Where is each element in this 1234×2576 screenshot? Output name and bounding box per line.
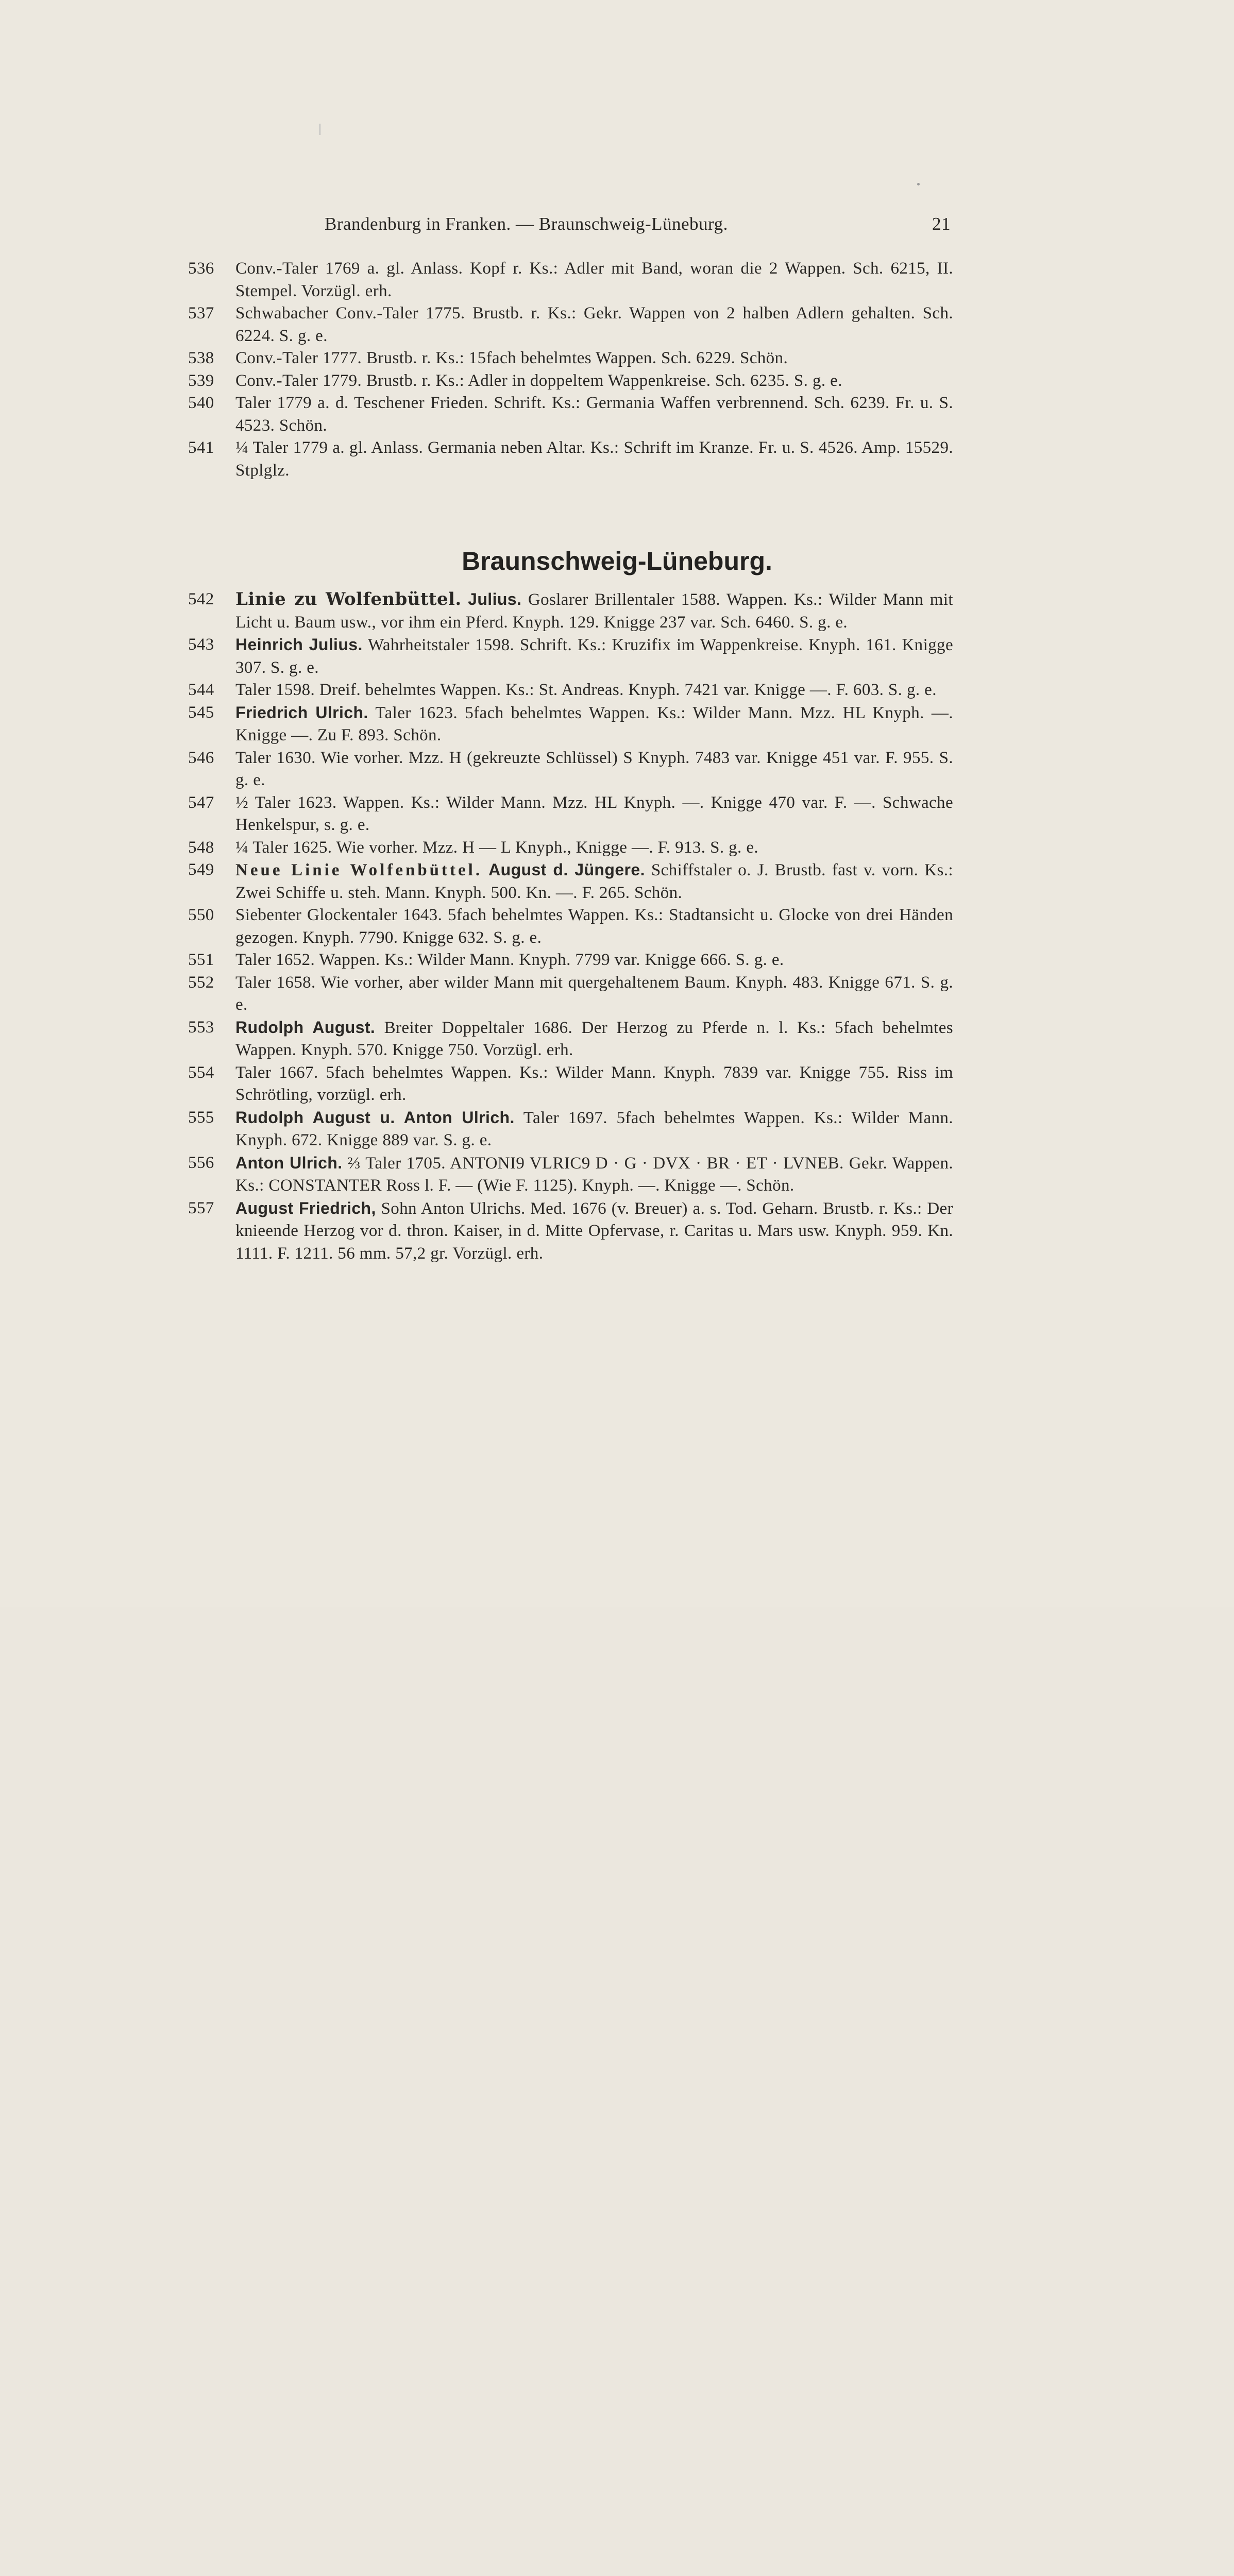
entry-description: Goslarer Brillentaler 1588. Wappen. Ks.: Wilder Mann mit Licht u. Baum usw., vor ihm ein Pferd. Knyph. 129. Knigge 237 var. Sch. 6460. S. g. e. [235, 590, 953, 632]
entry-text [235, 1152, 953, 1197]
entry-ruler-name: Anton Ulrich. [235, 1153, 343, 1172]
entry-description: Conv.-Taler 1769 a. gl. Anlass. Kopf r. Ks.: Adler mit Band, woran die 2 Wappen. Sch. 6215, II. Stempel. Vorzügl. erh. [235, 259, 953, 300]
section-title: Braunschweig-Lüneburg. [462, 547, 772, 575]
entry-description: Taler 1667. 5fach behelmtes Wappen. Ks.: Wilder Mann. Knyph. 7839 var. Knigge 755. Riss im Schrötling, vorzügl. erh. [235, 1063, 953, 1104]
entry-number: 546 [188, 748, 214, 767]
entry-list-top [185, 258, 953, 482]
catalog-entry [185, 588, 953, 634]
catalog-entry [185, 792, 953, 837]
entry-number: 552 [188, 973, 214, 992]
entry-number: 536 [188, 259, 214, 278]
entry-ruler-name: Heinrich Julius. [235, 635, 363, 654]
entry-number: 539 [188, 371, 214, 390]
entry-description: Schwabacher Conv.-Taler 1775. Brustb. r. Ks.: Gekr. Wappen von 2 halben Adlern gehalten. Sch. 6224. S. g. e. [235, 304, 953, 345]
entry-description: Schiffstaler o. J. Brustb. fast v. vorn. Ks.: Zwei Schiffe u. steh. Mann. Knyph. 500. Kn. —. F. 265. Schön. [235, 861, 953, 902]
entry-text [235, 1016, 953, 1062]
entry-text [235, 588, 953, 634]
entry-description: ¼ Taler 1779 a. gl. Anlass. Germania neben Altar. Ks.: Schrift im Kranze. Fr. u. S. 4526. Amp. 15529. Stplglz. [235, 438, 953, 480]
page-number: 21 [932, 214, 951, 234]
entry-number: 545 [188, 703, 214, 722]
entry-description: Taler 1658. Wie vorher, aber wilder Mann mit quergehaltenem Baum. Knyph. 483. Knigge 671. S. g. e. [235, 973, 953, 1014]
entry-number: 553 [188, 1018, 214, 1037]
scan-speck [917, 183, 920, 185]
entry-number: 547 [188, 793, 214, 812]
entry-number: 540 [188, 394, 214, 412]
entry-text [235, 370, 953, 393]
entry-text [235, 679, 953, 702]
entry-number: 551 [188, 951, 214, 969]
catalog-entry [185, 347, 953, 370]
catalog-entry [185, 747, 953, 792]
entry-ruler-name: Rudolph August. [235, 1018, 376, 1037]
entry-number: 544 [188, 681, 214, 699]
entry-number: 550 [188, 906, 214, 924]
entry-line-heading: Neue Linie Wolfenbüttel. [235, 861, 483, 879]
running-head-title: Brandenburg in Franken. — Braunschweig-Lüneburg. [325, 214, 728, 234]
entry-number: 542 [188, 590, 214, 608]
entry-description: Taler 1598. Dreif. behelmtes Wappen. Ks.: St. Andreas. Knyph. 7421 var. Knigge —. F. 603. S. g. e. [235, 681, 937, 699]
catalog-entry [185, 1197, 953, 1265]
entry-number: 548 [188, 838, 214, 857]
entry-text [235, 837, 953, 859]
catalog-entry [185, 258, 953, 302]
catalog-entry [185, 949, 953, 972]
entry-ruler-name: Julius. [468, 590, 522, 608]
entry-number: 556 [188, 1153, 214, 1172]
catalog-entry [185, 904, 953, 949]
catalog-entry [185, 679, 953, 702]
entry-number: 537 [188, 304, 214, 323]
catalog-entry [185, 370, 953, 393]
entry-text [235, 904, 953, 949]
catalog-entry [185, 437, 953, 482]
entry-text [235, 392, 953, 437]
entry-ruler-name: Rudolph August u. Anton Ulrich. [235, 1108, 515, 1127]
entry-text [235, 1107, 953, 1152]
catalog-entry [185, 1107, 953, 1152]
entry-description: Taler 1779 a. d. Teschener Frieden. Schrift. Ks.: Germania Waffen verbrennend. Sch. 6239. Fr. u. S. 4523. Schön. [235, 394, 953, 435]
entry-number: 541 [188, 438, 214, 457]
entry-description: Wahrheitstaler 1598. Schrift. Ks.: Kruzifix im Wappenkreise. Knyph. 161. Knigge 307. S. g. e. [235, 636, 953, 677]
entry-ruler-name: August Friedrich, [235, 1198, 376, 1217]
entry-text [235, 702, 953, 747]
entry-text [235, 347, 953, 370]
entry-description: ⅔ Taler 1705. ANTONI9 VLRIC9 D · G · DVX · BR · ET · LVNEB. Gekr. Wappen. Ks.: CONSTANTER Ross l. F. — (Wie F. 1125). Knyph. —. Knigge —. Schön. [235, 1154, 953, 1195]
entry-text [235, 258, 953, 302]
entry-number: 555 [188, 1108, 214, 1127]
entry-number: 549 [188, 860, 214, 879]
entry-number: 543 [188, 635, 214, 654]
entry-text [235, 437, 953, 482]
entry-text [235, 634, 953, 679]
entry-description: ½ Taler 1623. Wappen. Ks.: Wilder Mann. Mzz. HL Knyph. —. Knigge 470 var. F. —. Schwache Henkelspur, s. g. e. [235, 793, 953, 834]
entry-description: Taler 1623. 5fach behelmtes Wappen. Ks.: Wilder Mann. Mzz. HL Knyph. —. Knigge —. Zu F. 893. Schön. [235, 703, 953, 744]
catalog-entry [185, 702, 953, 747]
entry-text [235, 949, 953, 972]
catalog-entry [185, 1152, 953, 1197]
entry-description: Sohn Anton Ulrichs. Med. 1676 (v. Breuer) a. s. Tod. Geharn. Brustb. r. Ks.: Der knieende Herzog vor d. thron. Kaiser, in d. Mitte Opfervase, r. Caritas u. Mars usw. Knyph. 959. Kn. 1111. F. 1211. 56 mm. 57,2 gr. Vorzügl. erh. [235, 1199, 953, 1263]
entry-description: ¼ Taler 1625. Wie vorher. Mzz. H — L Knyph., Knigge —. F. 913. S. g. e. [235, 838, 759, 857]
entry-text [235, 302, 953, 347]
entry-description: Taler 1697. 5fach behelmtes Wappen. Ks.: Wilder Mann. Knyph. 672. Knigge 889 var. S. g. e. [235, 1108, 953, 1149]
catalog-entry [185, 302, 953, 347]
catalog-entry [185, 1016, 953, 1062]
entry-text [235, 1062, 953, 1107]
entry-ruler-name: Friedrich Ulrich. [235, 703, 368, 722]
catalog-entry [185, 634, 953, 679]
entry-number: 557 [188, 1198, 214, 1217]
entry-description: Siebenter Glockentaler 1643. 5fach behelmtes Wappen. Ks.: Stadtansicht u. Glocke von drei Händen gezogen. Knyph. 7790. Knigge 632. S. g. e. [235, 906, 953, 947]
entry-description: Taler 1630. Wie vorher. Mzz. H (gekreuzte Schlüssel) S Knyph. 7483 var. Knigge 451 var. F. 955. S. g. e. [235, 748, 953, 789]
catalog-entry [185, 972, 953, 1016]
entry-text [235, 972, 953, 1016]
catalog-entry [185, 392, 953, 437]
entry-description: Taler 1652. Wappen. Ks.: Wilder Mann. Knyph. 7799 var. Knigge 666. S. g. e. [235, 951, 784, 969]
catalog-entry [185, 837, 953, 859]
entry-number: 554 [188, 1063, 214, 1082]
footer-bar [0, 1607, 1234, 1699]
entry-text [235, 1197, 953, 1265]
entry-list-bottom [185, 588, 953, 1265]
scan-speck [319, 124, 320, 135]
entry-number: 538 [188, 349, 214, 367]
catalog-entry [185, 1062, 953, 1107]
entry-description: Conv.-Taler 1777. Brustb. r. Ks.: 15fach behelmtes Wappen. Sch. 6229. Schön. [235, 349, 788, 367]
catalog-entry [185, 859, 953, 904]
entry-ruler-name: August d. Jüngere. [488, 860, 645, 879]
entry-text [235, 792, 953, 837]
entry-text [235, 859, 953, 904]
entry-description: Conv.-Taler 1779. Brustb. r. Ks.: Adler in doppeltem Wappenkreise. Sch. 6235. S. g. e. [235, 371, 842, 390]
entry-description: Breiter Doppeltaler 1686. Der Herzog zu Pferde n. l. Ks.: 5fach behelmtes Wappen. Knyph. 570. Knigge 750. Vorzügl. erh. [235, 1018, 954, 1059]
entry-text [235, 747, 953, 792]
entry-line-heading: Linie zu Wolfenbüttel. [235, 589, 462, 609]
